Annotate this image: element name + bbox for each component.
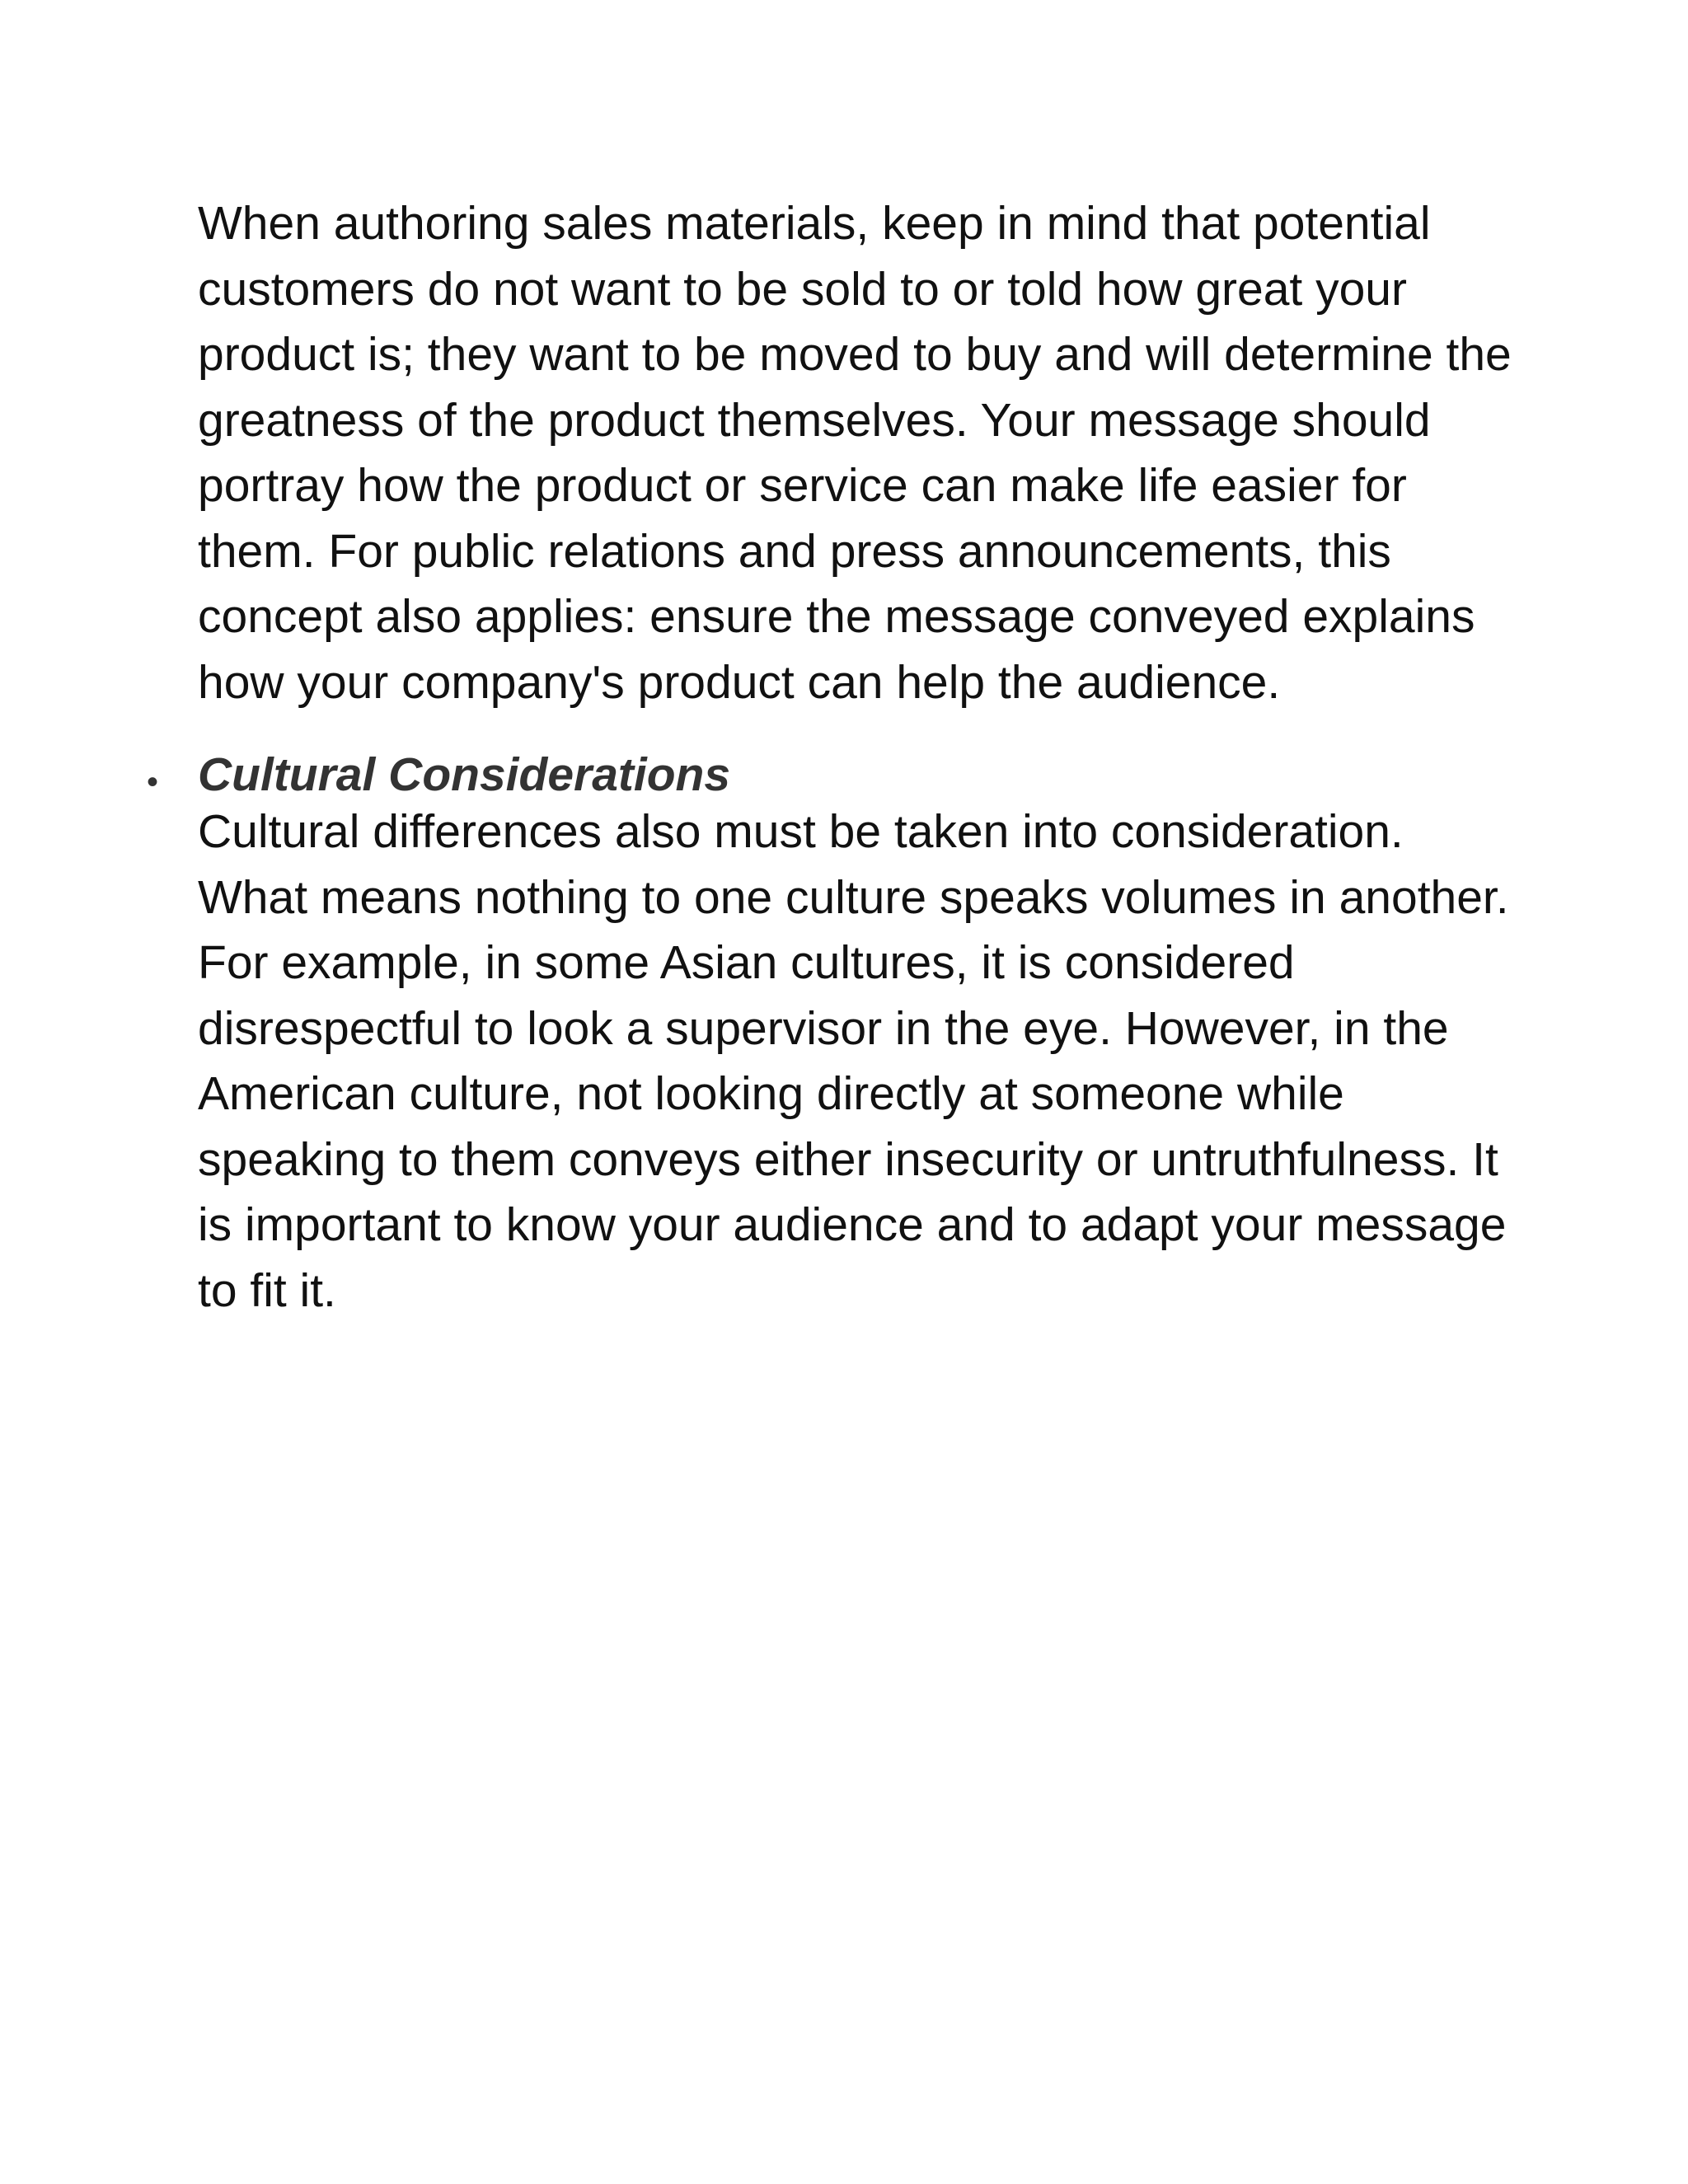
bullet-icon: • xyxy=(147,764,159,800)
intro-paragraph: When authoring sales materials, keep in mind that potential customers do not want to be sold to or told how great your product is; they want to be moved to buy and will determine the greatness of the product themselves. Your message should portray how the product or service can make life easier for them. For public relations and press announcements, this concept also applies: ensure the message conveyed explains how your company's product can help the audience. xyxy=(198,197,1512,709)
list-item-heading: Cultural Considerations xyxy=(198,748,731,801)
list-item-body: Cultural differences also must be taken into consideration. What means nothing to one culture speaks volumes in another. For example, in some Asian cultures, it is considered disrespectful to look a supervisor in the eye. However, in the American culture, not looking directly at someone while speaking to them conveys either insecurity or untruthfulness. It is important to know your audience and to adapt your message to fit it. xyxy=(198,805,1509,1317)
list-item-cultural-considerations xyxy=(147,748,1517,1324)
document-content xyxy=(147,191,1517,1324)
